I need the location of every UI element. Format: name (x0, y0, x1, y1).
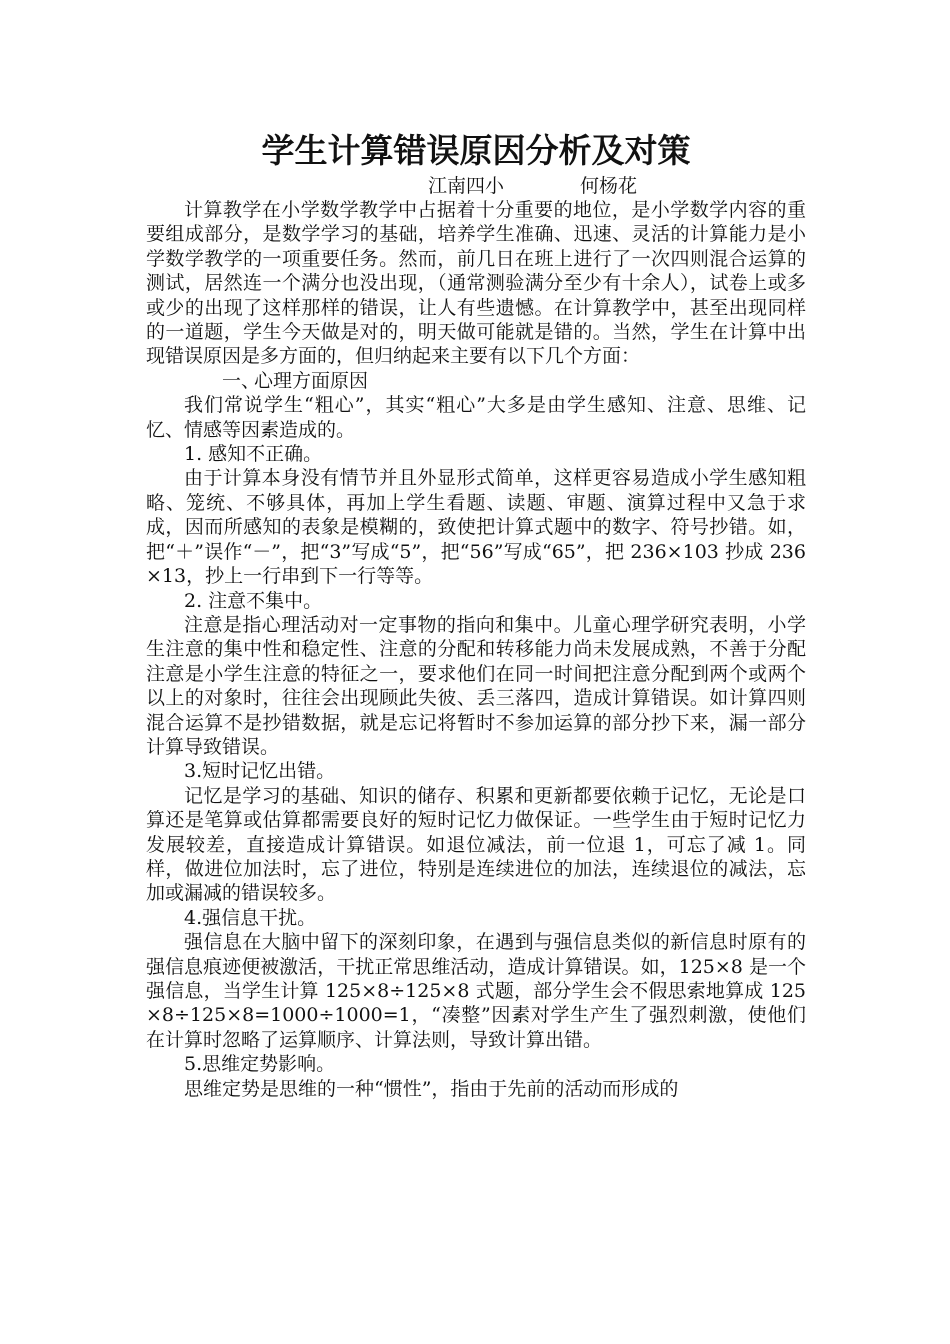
item-heading-5: 5.思维定势影响。 (184, 1053, 336, 1076)
intro-paragraph: 计算教学在小学数学教学中占据着十分重要的地位，是小学数学内容的重要组成部分，是数学学习的基础，培养学生准确、迅速、灵活的计算能力是小学数学教学的一项重要任务。然而，前几日在班上进行了一次四则混合运算的测试，居然连一个满分也没出现，（通常测验满分至少有十余人），试卷上或多或少的出现了这样那样的错误，让人有些遗憾。在计算教学中，甚至出现同样的一道题，学生今天做是对的，明天做可能就是错的。当然，学生在计算中出现错误原因是多方面的，但归纳起来主要有以下几个方面： (146, 199, 806, 368)
item-paragraph-2: 注意是指心理活动对一定事物的指向和集中。儿童心理学研究表明，小学生注意的集中性和稳定性、注意的分配和转移能力尚未发展成熟，不善于分配注意是小学生注意的特征之一，要求他们在同一时间把注意分配到两个或两个以上的对象时，往往会出现顾此失彼、丢三落四，造成计算错误。如计算四则混合运算不是抄错数据，就是忘记将暂时不参加运算的部分抄下来，漏一部分计算导致错误。 (146, 613, 806, 758)
author-name: 何杨花 (580, 175, 638, 197)
author-school: 江南四小 (428, 175, 505, 197)
section-number: 一、 (222, 369, 261, 392)
item-paragraph-3: 记忆是学习的基础、知识的储存、积累和更新都要依赖于记忆，无论是口算还是笔算或估算都需要良好的短时记忆力做保证。一些学生由于短时记忆力发展较差，直接造成计算错误。如退位减法，前一位退 1，可忘了减 1。同样，做进位加法时，忘了进位，特别是连续进位的加法，连续退位的减法，忘加或漏减的错误较多。 (146, 784, 806, 905)
item-paragraph-1: 由于计算本身没有情节并且外显形式简单，这样更容易造成小学生感知粗略、笼统、不够具体，再加上学生看题、读题、审题、演算过程中又急于求成，因而所感知的表象是模糊的，致使把计算式题中的数字、符号抄错。如，把“＋”误作“－”，把“3”写成“5”，把“56”写成“65”，把 236×103 抄成 236×13，抄上一行串到下一行等等。 (146, 467, 806, 588)
item-heading-1: 1. 感知不正确。 (184, 443, 323, 466)
item-heading-2: 2. 注意不集中。 (184, 589, 323, 612)
document-page (146, 128, 806, 1101)
item-paragraph-5: 思维定势是思维的一种“惯性”，指由于先前的活动而形成的 (184, 1077, 679, 1100)
byline (146, 174, 806, 198)
section-heading (146, 369, 806, 393)
document-title: 学生计算错误原因分析及对策 (261, 131, 691, 170)
item-paragraph-4: 强信息在大脑中留下的深刻印象，在遇到与强信息类似的新信息时原有的强信息痕迹便被激活，干扰正常思维活动，造成计算错误。如，125×8 是一个强信息，当学生计算 125×8÷125×8 式题，部分学生会不假思索地算成 125×8÷125×8=1000÷1000=1，“凑整”因素对学生产生了强烈刺激，使他们在计算时忽略了运算顺序、计算法则，导致计算出错。 (146, 931, 806, 1051)
item-heading-4: 4.强信息干扰。 (184, 906, 317, 929)
item-heading-3: 3.短时记忆出错。 (184, 760, 336, 783)
section-intro-paragraph: 我们常说学生“粗心”，其实“粗心”大多是由学生感知、注意、思维、记忆、情感等因素造成的。 (146, 394, 806, 441)
section-title: 心理方面原因 (254, 369, 369, 392)
